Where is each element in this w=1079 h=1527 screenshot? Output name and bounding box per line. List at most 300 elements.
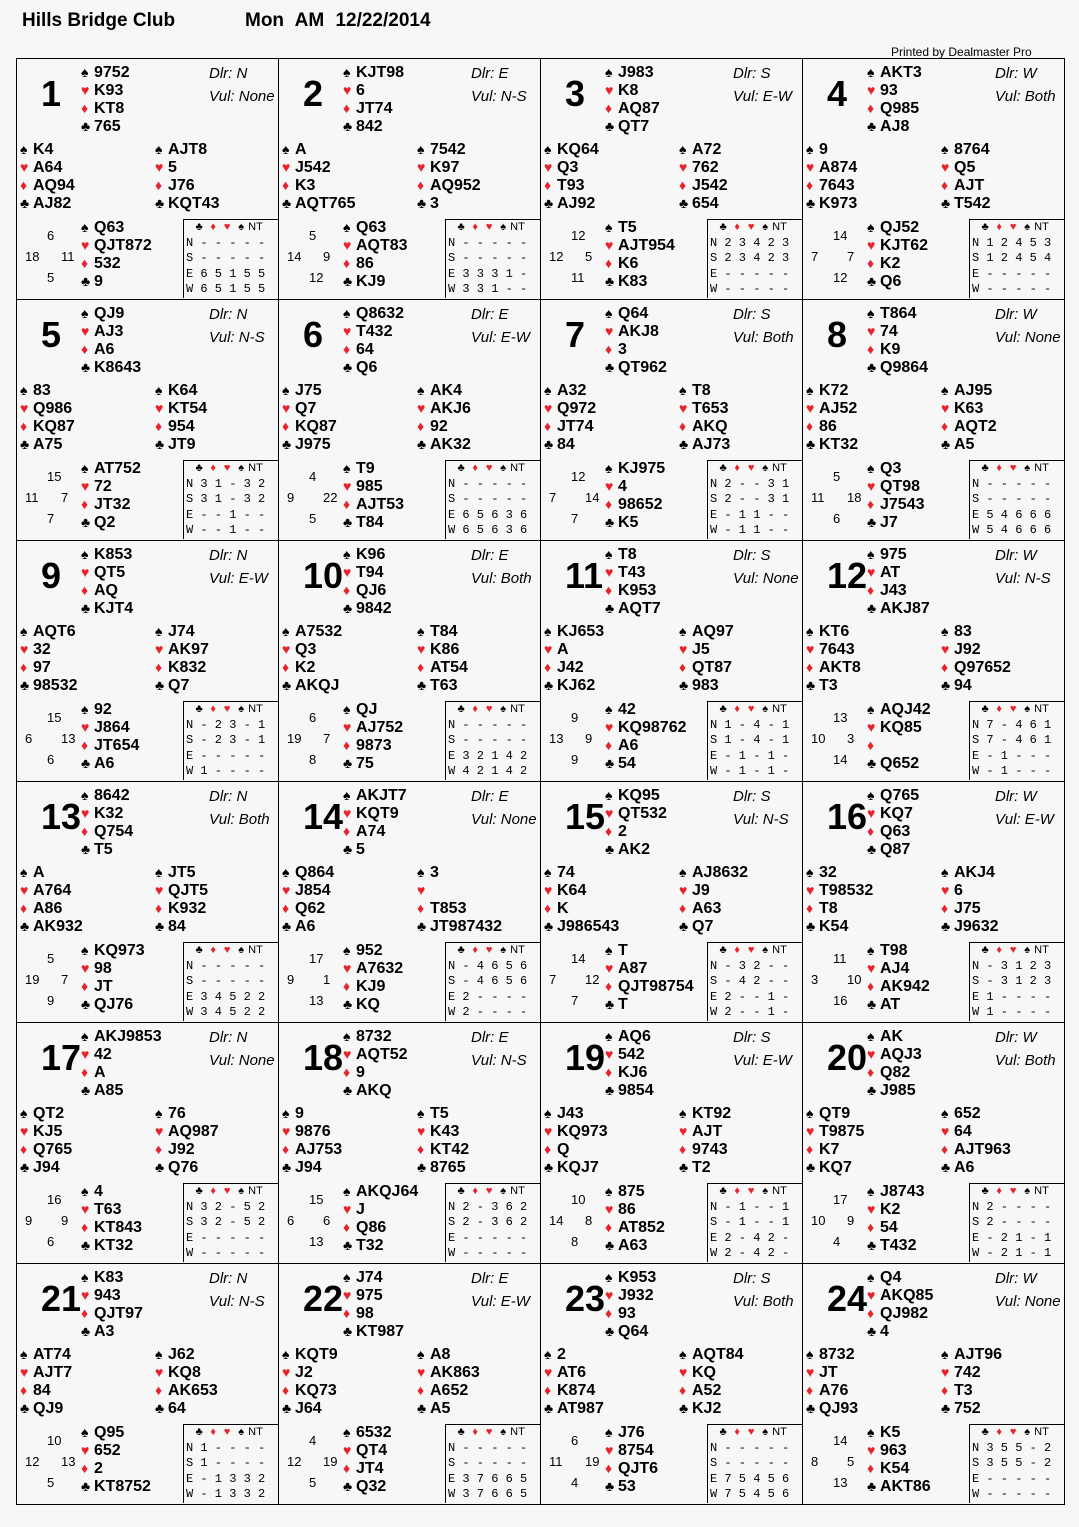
cards-text: Q3 xyxy=(557,159,579,176)
cards-text: A xyxy=(33,864,45,881)
hcp-east: 19 xyxy=(323,1454,338,1469)
suit-holding xyxy=(20,399,75,417)
dd-row: W 3 3 1 - - xyxy=(448,282,528,296)
clubs-icon: ♣ xyxy=(941,436,951,452)
suit-holding xyxy=(81,1182,142,1200)
cards-text: AKT86 xyxy=(880,1478,931,1495)
cards-text: KT32 xyxy=(819,436,859,453)
east-hand xyxy=(155,622,209,694)
clubs-icon: ♣ xyxy=(195,1426,203,1438)
diamonds-icon: ♦ xyxy=(941,1141,949,1157)
vulnerability-label: Vul: N-S xyxy=(733,811,789,828)
suit-holding xyxy=(605,1218,665,1236)
suit-holding xyxy=(544,1140,608,1158)
suit-holding xyxy=(343,1286,404,1304)
hearts-icon: ♥ xyxy=(155,1364,164,1380)
clubs-icon: ♣ xyxy=(605,118,615,134)
suit-holding xyxy=(605,941,694,959)
cards-text: 8642 xyxy=(94,787,130,804)
clubs-icon: ♣ xyxy=(941,1400,951,1416)
dd-row: W - 1 - - - xyxy=(972,764,1052,778)
hearts-icon: ♥ xyxy=(1009,1426,1017,1438)
suit-holding xyxy=(343,1441,392,1459)
east-hand xyxy=(941,140,990,212)
spades-icon: ♠ xyxy=(679,864,687,880)
hcp-north: 9 xyxy=(571,710,579,725)
clubs-icon: ♣ xyxy=(981,221,989,233)
clubs-icon: ♣ xyxy=(457,1185,465,1197)
cards-text: KQ xyxy=(692,1364,716,1381)
clubs-icon: ♣ xyxy=(544,918,554,934)
diamonds-icon: ♦ xyxy=(806,418,814,434)
cards-text: 4 xyxy=(618,478,627,495)
hcp-south: 7 xyxy=(47,511,55,526)
suit-holding xyxy=(155,899,208,917)
board-number: 11 xyxy=(565,555,604,596)
suit-holding xyxy=(806,676,861,694)
clubs-icon: ♣ xyxy=(343,514,353,530)
hearts-icon: ♥ xyxy=(605,478,614,494)
suit-holding xyxy=(81,495,141,513)
clubs-icon: ♣ xyxy=(457,1426,465,1438)
suit-holding xyxy=(343,358,404,376)
cards-text: AT852 xyxy=(618,1219,665,1236)
dd-header-row xyxy=(970,943,1065,959)
double-dummy-table xyxy=(969,1183,1065,1262)
suit-holding xyxy=(155,640,209,658)
cards-text: T853 xyxy=(430,900,467,917)
hearts-icon: ♥ xyxy=(941,641,950,657)
hearts-icon: ♥ xyxy=(282,400,291,416)
hearts-icon: ♥ xyxy=(485,703,493,715)
suit-holding xyxy=(81,977,145,995)
board-cell xyxy=(803,59,1065,300)
board-cell xyxy=(803,1023,1065,1264)
diamonds-icon: ♦ xyxy=(81,1460,89,1476)
suit-holding xyxy=(867,1268,933,1286)
cards-text: 842 xyxy=(356,118,383,135)
spades-icon: ♠ xyxy=(282,623,290,639)
vulnerability-label: Vul: Both xyxy=(471,570,532,587)
cards-text: AT752 xyxy=(94,460,141,477)
suit-holding xyxy=(941,1104,1011,1122)
suit-holding xyxy=(867,1236,925,1254)
dd-row: S - 4 2 - - xyxy=(710,974,790,988)
dd-row: E 3 4 5 2 2 xyxy=(186,989,266,1004)
board-number: 17 xyxy=(41,1037,82,1078)
suit-holding xyxy=(81,99,130,117)
cards-text: JT5 xyxy=(168,864,196,881)
spades-icon: ♠ xyxy=(81,701,89,717)
suit-holding xyxy=(544,1363,604,1381)
board-cell xyxy=(279,300,541,541)
diamonds-icon: ♦ xyxy=(81,1064,89,1080)
cards-text: AJ95 xyxy=(954,382,993,399)
diamonds-icon: ♦ xyxy=(867,978,875,994)
hearts-icon: ♥ xyxy=(417,641,426,657)
cards-text: K953 xyxy=(618,582,657,599)
cards-text: 83 xyxy=(33,382,51,399)
nt-label: NT xyxy=(510,944,525,956)
cards-text: T xyxy=(618,996,628,1013)
spades-icon: ♠ xyxy=(417,1346,425,1362)
cards-text: J74 xyxy=(168,623,195,640)
diamonds-icon: ♦ xyxy=(343,496,351,512)
suit-holding xyxy=(544,1104,608,1122)
suit-holding xyxy=(679,676,734,694)
suit-holding xyxy=(867,1286,933,1304)
suit-holding xyxy=(417,1363,480,1381)
cards-text: K64 xyxy=(557,882,587,899)
suit-holding xyxy=(605,254,675,272)
cards-text: A32 xyxy=(557,382,587,399)
hearts-icon: ♥ xyxy=(605,564,614,580)
cards-text: KQT9 xyxy=(356,805,399,822)
suit-holding xyxy=(155,1158,219,1176)
spades-icon: ♠ xyxy=(605,219,613,235)
dealer-label: Dlr: E xyxy=(471,306,509,323)
board-number: 7 xyxy=(565,314,586,355)
diamonds-icon: ♦ xyxy=(210,462,216,474)
clubs-icon: ♣ xyxy=(20,436,30,452)
cards-text: 652 xyxy=(954,1105,981,1122)
suit-holding xyxy=(605,218,675,236)
cards-text: A86 xyxy=(33,900,63,917)
suit-holding xyxy=(282,381,337,399)
hcp-north: 15 xyxy=(309,1192,324,1207)
suit-holding xyxy=(544,676,604,694)
suit-holding xyxy=(867,1200,925,1218)
suit-holding xyxy=(343,1218,418,1236)
clubs-icon: ♣ xyxy=(605,600,615,616)
suit-holding xyxy=(605,1441,658,1459)
suit-holding xyxy=(81,1081,162,1099)
dd-header-row xyxy=(708,1184,803,1200)
suit-holding xyxy=(605,81,660,99)
hearts-icon: ♥ xyxy=(485,1185,493,1197)
cards-text: 86 xyxy=(618,1201,636,1218)
board-cell xyxy=(541,1264,803,1505)
hearts-icon: ♥ xyxy=(81,805,90,821)
nt-label: NT xyxy=(248,703,263,715)
cards-text: QJT97 xyxy=(94,1305,143,1322)
hcp-north: 15 xyxy=(47,469,62,484)
suit-holding xyxy=(941,1381,1002,1399)
east-hand xyxy=(679,622,734,694)
cards-text: 542 xyxy=(618,1046,645,1063)
diamonds-icon: ♦ xyxy=(941,418,949,434)
dd-header-row xyxy=(184,1184,279,1200)
cards-text: K32 xyxy=(94,805,124,822)
clubs-icon: ♣ xyxy=(867,1237,877,1253)
cards-text: K xyxy=(557,900,569,917)
south-hand xyxy=(605,459,665,531)
cards-text: T63 xyxy=(94,1201,122,1218)
hearts-icon: ♥ xyxy=(81,960,90,976)
hcp-south: 13 xyxy=(309,1234,324,1249)
suit-holding xyxy=(605,977,694,995)
hcp-north: 17 xyxy=(833,1192,848,1207)
double-dummy-table xyxy=(707,219,803,298)
suit-holding xyxy=(806,140,857,158)
dealer-label: Dlr: N xyxy=(209,306,248,323)
suit-holding xyxy=(941,417,997,435)
cards-text: AJT963 xyxy=(954,1141,1011,1158)
suit-holding xyxy=(867,754,931,772)
diamonds-icon: ♦ xyxy=(679,418,687,434)
hcp-east: 7 xyxy=(61,490,69,505)
suit-holding xyxy=(81,840,133,858)
hcp-south: 7 xyxy=(571,993,579,1008)
spades-icon: ♠ xyxy=(20,382,28,398)
cards-text: 985 xyxy=(356,478,383,495)
clubs-icon: ♣ xyxy=(941,677,951,693)
spades-icon: ♠ xyxy=(867,701,875,717)
cards-text: QJT872 xyxy=(94,237,152,254)
clubs-icon: ♣ xyxy=(679,1159,689,1175)
dd-row: E 2 - - - - xyxy=(448,989,528,1004)
suit-holding xyxy=(679,622,734,640)
clubs-icon: ♣ xyxy=(81,359,91,375)
west-hand xyxy=(20,140,75,212)
suit-holding xyxy=(343,599,392,617)
cards-text: KQ7 xyxy=(880,805,913,822)
dd-row: N 7 - 4 6 1 xyxy=(972,717,1052,732)
diamonds-icon: ♦ xyxy=(417,900,425,916)
vulnerability-label: Vul: E-W xyxy=(733,1052,792,1069)
cards-text: KJ6 xyxy=(618,1064,648,1081)
diamonds-icon: ♦ xyxy=(155,418,163,434)
dd-row: W - 1 3 3 2 xyxy=(186,1487,266,1501)
clubs-icon: ♣ xyxy=(981,462,989,474)
diamonds-icon: ♦ xyxy=(605,737,613,753)
spades-icon: ♠ xyxy=(282,864,290,880)
cards-text: T5 xyxy=(618,219,637,236)
cards-text: Q7 xyxy=(168,677,190,694)
hearts-icon: ♥ xyxy=(605,323,614,339)
cards-text: A7532 xyxy=(295,623,343,640)
cards-text: K2 xyxy=(880,1201,901,1218)
spades-icon: ♠ xyxy=(806,1105,814,1121)
cards-text: Q864 xyxy=(295,864,335,881)
dd-row: W 6 5 6 3 6 xyxy=(448,523,528,537)
dd-row: S - 3 1 2 3 xyxy=(972,974,1052,988)
cards-text: 93 xyxy=(618,1305,636,1322)
hcp-north: 10 xyxy=(571,1192,586,1207)
dealer-label: Dlr: E xyxy=(471,788,509,805)
suit-holding xyxy=(867,513,925,531)
suit-holding xyxy=(806,640,861,658)
cards-text: Q2 xyxy=(94,514,116,531)
vulnerability-label: Vul: N-S xyxy=(471,88,527,105)
cards-text: A87 xyxy=(618,960,648,977)
cards-text: K7 xyxy=(819,1141,840,1158)
suit-holding xyxy=(806,863,873,881)
cards-text: KJ653 xyxy=(557,623,605,640)
suit-holding xyxy=(282,1363,338,1381)
dealer-label: Dlr: N xyxy=(209,65,248,82)
cards-text: Q95 xyxy=(94,1424,125,1441)
cards-text: QJ xyxy=(356,701,378,718)
spades-icon: ♠ xyxy=(679,1346,687,1362)
cards-text: 9842 xyxy=(356,600,392,617)
north-hand xyxy=(81,545,133,617)
diamonds-icon: ♦ xyxy=(734,221,740,233)
suit-holding xyxy=(867,81,922,99)
hearts-icon: ♥ xyxy=(867,960,876,976)
cards-text: 963 xyxy=(880,1442,907,1459)
hcp-north: 5 xyxy=(309,228,317,243)
clubs-icon: ♣ xyxy=(867,1323,877,1339)
spades-icon: ♠ xyxy=(282,1105,290,1121)
diamonds-icon: ♦ xyxy=(210,944,216,956)
cards-text: A6 xyxy=(94,341,115,358)
cards-text: T8 xyxy=(819,900,838,917)
hearts-icon: ♥ xyxy=(485,462,493,474)
suit-holding xyxy=(343,272,408,290)
suit-holding xyxy=(417,1399,480,1417)
suit-holding xyxy=(867,304,928,322)
dd-header-row xyxy=(446,1425,541,1441)
north-hand xyxy=(867,786,919,858)
cards-text: 4 xyxy=(880,1323,889,1340)
suit-holding xyxy=(806,417,858,435)
spades-icon: ♠ xyxy=(867,1424,875,1440)
cards-text: QT962 xyxy=(618,359,667,376)
hearts-icon: ♥ xyxy=(1009,703,1017,715)
cards-text: Q4 xyxy=(880,1269,902,1286)
clubs-icon: ♣ xyxy=(81,1237,91,1253)
cards-text: AK2 xyxy=(618,841,651,858)
hcp-east: 13 xyxy=(61,1454,76,1469)
suit-holding xyxy=(282,140,355,158)
cards-text: AKQ xyxy=(356,1082,392,1099)
east-hand xyxy=(417,622,468,694)
dd-row: S - - - - - xyxy=(186,974,266,988)
hearts-icon: ♥ xyxy=(81,323,90,339)
hearts-icon: ♥ xyxy=(417,400,426,416)
clubs-icon: ♣ xyxy=(195,462,203,474)
cards-text: AQT765 xyxy=(295,195,356,212)
diamonds-icon: ♦ xyxy=(734,1426,740,1438)
hearts-icon: ♥ xyxy=(343,1287,352,1303)
cards-text: J9 xyxy=(692,882,710,899)
suit-holding xyxy=(155,881,208,899)
cards-text: AT987 xyxy=(557,1400,604,1417)
dd-header-row xyxy=(970,1425,1065,1441)
spades-icon: ♠ xyxy=(20,864,28,880)
spades-icon: ♠ xyxy=(155,1105,163,1121)
cards-text: QJ9 xyxy=(33,1400,64,1417)
suit-holding xyxy=(941,899,999,917)
suit-holding xyxy=(81,272,152,290)
suit-holding xyxy=(282,1345,338,1363)
cards-text: 3 xyxy=(430,195,439,212)
clubs-icon: ♣ xyxy=(605,359,615,375)
double-dummy-table xyxy=(183,701,279,780)
suit-holding xyxy=(867,840,919,858)
cards-text: T98 xyxy=(880,942,908,959)
suit-holding xyxy=(605,1081,654,1099)
diamonds-icon: ♦ xyxy=(417,418,425,434)
suit-holding xyxy=(867,99,922,117)
dealer-label: Dlr: E xyxy=(471,1029,509,1046)
suit-holding xyxy=(605,1063,654,1081)
hearts-icon: ♥ xyxy=(81,1287,90,1303)
suit-holding xyxy=(867,117,922,135)
hcp-north: 12 xyxy=(571,469,586,484)
suit-holding xyxy=(417,1381,480,1399)
cards-text: 8764 xyxy=(954,141,990,158)
hearts-icon: ♥ xyxy=(544,1123,553,1139)
cards-text: AJ8632 xyxy=(692,864,749,881)
suit-holding xyxy=(417,676,468,694)
suit-holding xyxy=(679,881,748,899)
spades-icon: ♠ xyxy=(941,141,949,157)
suit-holding xyxy=(941,158,990,176)
hcp-west: 18 xyxy=(25,249,40,264)
hcp-west: 10 xyxy=(811,731,826,746)
clubs-icon: ♣ xyxy=(195,703,203,715)
hcp-west: 7 xyxy=(549,972,557,987)
spades-icon: ♠ xyxy=(238,221,245,233)
suit-holding xyxy=(282,899,334,917)
spades-icon: ♠ xyxy=(605,787,613,803)
cards-text: AJ3 xyxy=(94,323,124,340)
suit-holding xyxy=(806,1140,864,1158)
spades-icon: ♠ xyxy=(941,623,949,639)
vulnerability-label: Vul: Both xyxy=(995,88,1056,105)
suit-holding xyxy=(867,995,930,1013)
spades-icon: ♠ xyxy=(343,1028,351,1044)
dd-header-row xyxy=(708,702,803,718)
dd-row: S 1 - - - - xyxy=(186,1456,266,1470)
suit-holding xyxy=(282,863,334,881)
vulnerability-label: Vul: None xyxy=(209,88,275,105)
spades-icon: ♠ xyxy=(282,141,290,157)
board-number: 12 xyxy=(827,555,868,596)
south-hand xyxy=(867,459,925,531)
dd-row: S 7 - 4 6 1 xyxy=(972,733,1052,747)
dd-row: N 2 - - - - xyxy=(972,1199,1052,1214)
suit-holding xyxy=(20,1381,72,1399)
cards-text: J932 xyxy=(618,1287,654,1304)
spades-icon: ♠ xyxy=(238,1426,245,1438)
suit-holding xyxy=(544,640,604,658)
dd-row: E 2 - - 1 - xyxy=(710,989,790,1004)
suit-holding xyxy=(343,718,403,736)
north-hand xyxy=(605,63,660,135)
nt-label: NT xyxy=(248,221,263,233)
dd-row: N - - - - - xyxy=(186,958,266,973)
diamonds-icon: ♦ xyxy=(867,737,875,753)
suit-holding xyxy=(20,1104,72,1122)
dd-row: W - - - - - xyxy=(448,1246,528,1260)
diamonds-icon: ♦ xyxy=(282,1141,290,1157)
clubs-icon: ♣ xyxy=(867,359,877,375)
cards-text: Q986 xyxy=(33,400,73,417)
suit-holding xyxy=(81,477,141,495)
suit-holding xyxy=(806,194,857,212)
cards-text: AJ73 xyxy=(692,436,731,453)
suit-holding xyxy=(544,399,596,417)
cards-text: Q7 xyxy=(295,400,317,417)
suit-holding xyxy=(679,899,748,917)
spades-icon: ♠ xyxy=(343,1183,351,1199)
cards-text: Q63 xyxy=(880,823,911,840)
cards-text: AQJ3 xyxy=(880,1046,922,1063)
nt-label: NT xyxy=(1034,221,1049,233)
